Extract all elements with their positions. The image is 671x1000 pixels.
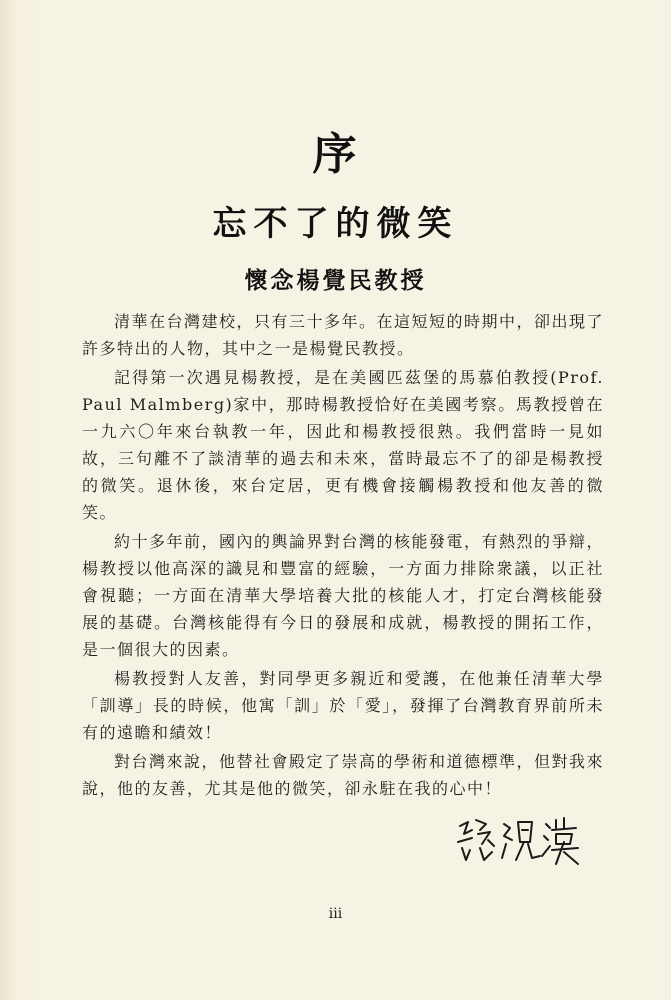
paragraph-3: 約十多年前，國內的輿論界對台灣的核能發電，有熱烈的爭辯，楊教授以他高深的識見和豐富的經驗，一方面力排除衆議，以正社會視聽；一方面在清華大學培養大批的核能人才，打定台灣核能發展的基礎。台灣核能得有今日的發展和成就，楊教授的開拓工作，是一個很大的因素。 bbox=[82, 532, 605, 659]
preface-heading: 序 bbox=[312, 129, 359, 180]
author-signature bbox=[452, 812, 582, 872]
dedication-subtitle: 懷念楊覺民教授 bbox=[244, 268, 427, 294]
paragraph-4: 楊教授對人友善，對同學更多親近和愛護，在他兼任清華大學「訓導」長的時候，他寓「訓」於「愛」，發揮了台灣教育界前所未有的遠瞻和績效！ bbox=[82, 669, 604, 742]
preface-body bbox=[82, 308, 604, 804]
paragraph-2: 記得第一次遇見楊教授，是在美國匹茲堡的馬慕伯教授(Prof. Paul Malmberg)家中，那時楊教授恰好在美國考察。馬教授曾在一九六〇年來台執教一年，因此和楊教授很熟。我們當時一見如故，三句離不了談清華的過去和未來，當時最忘不了的卻是楊教授的微笑。退休後，來台定居，更有機會接觸楊教授和他友善的微笑。 bbox=[82, 368, 604, 522]
paragraph-5: 對台灣來說，他替社會殿定了崇高的學術和道德標準，但對我來說，他的友善，尤其是他的微笑，卻永駐在我的心中！ bbox=[82, 752, 605, 798]
page-number: iii bbox=[328, 906, 343, 922]
essay-title: 忘不了的微笑 bbox=[212, 204, 459, 244]
paragraph-1: 清華在台灣建校，只有三十多年。在這短短的時期中，卻出現了許多特出的人物，其中之一是楊覺民教授。 bbox=[82, 312, 605, 358]
